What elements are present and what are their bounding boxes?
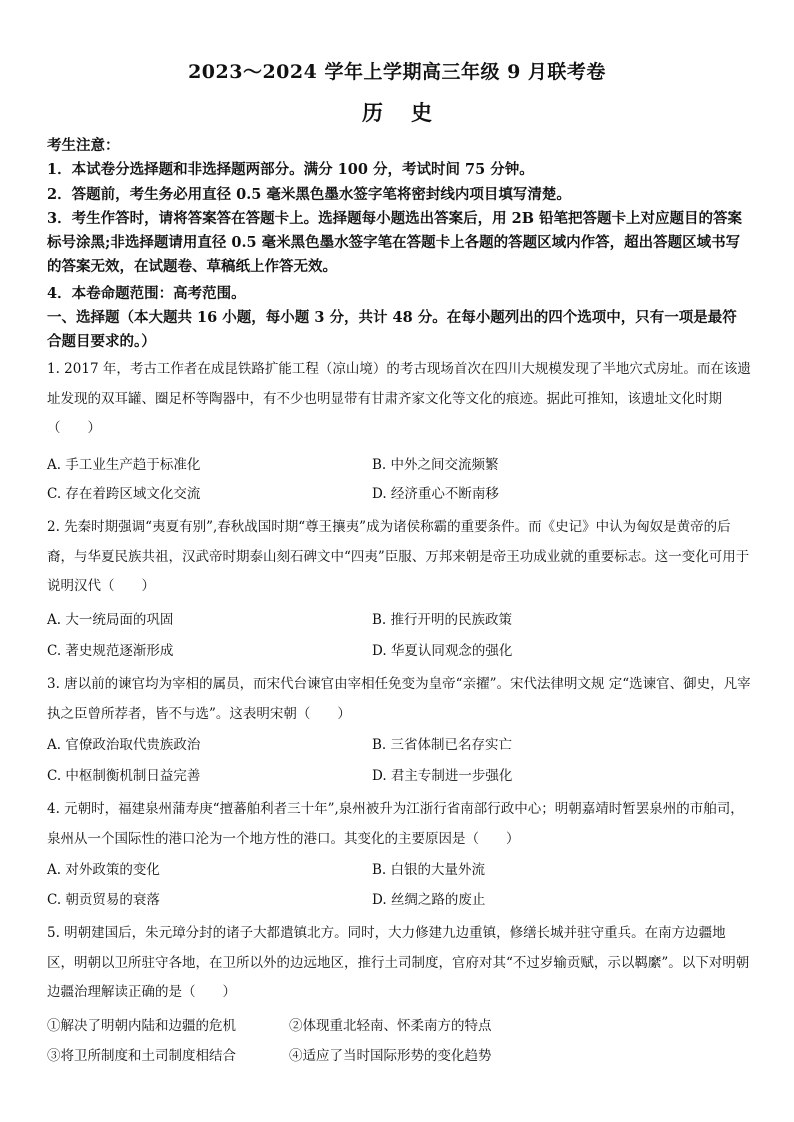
notice-item-2: 2．答题前，考生务必用直径 0.5 毫米黑色墨水签字笔将密封线内项目填写清楚。 [47, 186, 571, 203]
question-3-option-a: A. 官僚政治取代贵族政治 [47, 737, 201, 753]
notice-item-3: 3．考生作答时，请将答案答在答题卡上。选择题每小题选出答案后，用 2B 铅笔把答题卡上对应题目的答案标号涂黑;非选择题请用直径 0.5 毫米黑色墨水签字笔在答题卡上各题的答题区域内作答，超出答题区域书写的答案无效，在试题卷、草稿纸上作答无效。 [47, 210, 743, 275]
question-2-option-b: B. 推行开明的民族政策 [372, 612, 513, 628]
question-5-statement-2: ②体现重北轻南、怀柔南方的特点 [289, 1018, 492, 1034]
question-4-option-b: B. 白银的大量外流 [372, 862, 486, 878]
notice-item-4: 4．本卷命题范围：高考范围。 [47, 285, 246, 302]
question-1-option-b: B. 中外之间交流频繁 [372, 457, 499, 473]
question-1-option-d: D. 经济重心不断南移 [372, 486, 499, 502]
question-2-option-a: A. 大一统局面的巩固 [47, 612, 174, 628]
question-5-statement-1: ①解决了明朝内陆和边疆的危机 [47, 1018, 236, 1034]
notice-heading: 考生注意： [47, 137, 120, 154]
question-5-stem: 5. 明朝建国后，朱元璋分封的诸子大都遣镇北方。同时，大力修建九边重镇，修缮长城并驻守重兵。在南方边疆地区，明朝以卫所驻守各地，在卫所以外的边远地区，推行土司制度，官府对其“不过岁输贡赋，示以羁縻”。以下对明朝边疆治理解读正确的是（ ） [47, 925, 750, 1000]
question-3-option-b: B. 三省体制已名存实亡 [372, 737, 513, 753]
question-4-stem: 4. 元朝时，福建泉州蒲寿庚“擅蕃舶利者三十年”,泉州被升为江浙行省南部行政中心；明朝嘉靖时暂罢泉州的市舶司，泉州从一个国际性的港口沦为一个地方性的港口。其变化的主要原因是（ ） [47, 801, 744, 847]
question-4-option-a: A. 对外政策的变化 [47, 862, 160, 878]
question-1-option-a: A. 手工业生产趋于标准化 [47, 457, 201, 473]
question-3-option-d: D. 君主专制进一步强化 [372, 768, 513, 784]
question-2-option-c: C. 著史规范逐渐形成 [47, 643, 174, 659]
question-1-stem: 1. 2017 年，考古工作者在成昆铁路扩能工程（凉山境）的考古现场首次在四川大规模发现了半地穴式房址。而在该遗址发现的双耳罐、圈足杯等陶器中，有不少也明显带有甘肃齐家文化等文化的痕迹。据此可推知，该遗址文化时期（ ） [47, 361, 751, 436]
question-5-statement-3: ③将卫所制度和土司制度相结合 [47, 1048, 236, 1064]
question-3-stem: 3. 唐以前的谏官均为宰相的属员，而宋代台谏官由宰相任免变为皇帝“亲擢”。宋代法律明文规 定“选谏官、御史，凡宰执之臣曾所荐者，皆不与选”。这表明宋朝（ ） [47, 676, 751, 722]
notice-item-1: 1．本试卷分选择题和非选择题两部分。满分 100 分，考试时间 75 分钟。 [47, 161, 534, 178]
question-4-option-d: D. 丝绸之路的废止 [372, 892, 486, 908]
question-3-option-c: C. 中枢制衡机制日益完善 [47, 768, 201, 784]
exam-title: 2023～2024 学年上学期高三年级 9 月联考卷 [188, 61, 606, 83]
section-heading: 一、选择题（本大题共 16 小题，每小题 3 分，共计 48 分。在每小题列出的四个选项中，只有一项是最符合题目要求的。） [47, 309, 737, 350]
question-1-option-c: C. 存在着跨区域文化交流 [47, 486, 201, 502]
question-5-statement-4: ④适应了当时国际形势的变化趋势 [289, 1048, 492, 1064]
subject-title: 历史 [362, 100, 460, 125]
question-4-option-c: C. 朝贡贸易的衰落 [47, 892, 160, 908]
question-2-stem: 2. 先秦时期强调“夷夏有别”,春秋战国时期“尊王攘夷”成为诸侯称霸的重要条件。而《史记》中认为匈奴是黄帝的后裔，与华夏民族共祖，汉武帝时期泰山刻石碑文中“四夷”臣服、万邦来朝是帝王功成业就的重要标志。这一变化可用于说明汉代（ ） [47, 519, 750, 594]
question-2-option-d: D. 华夏认同观念的强化 [372, 643, 513, 659]
